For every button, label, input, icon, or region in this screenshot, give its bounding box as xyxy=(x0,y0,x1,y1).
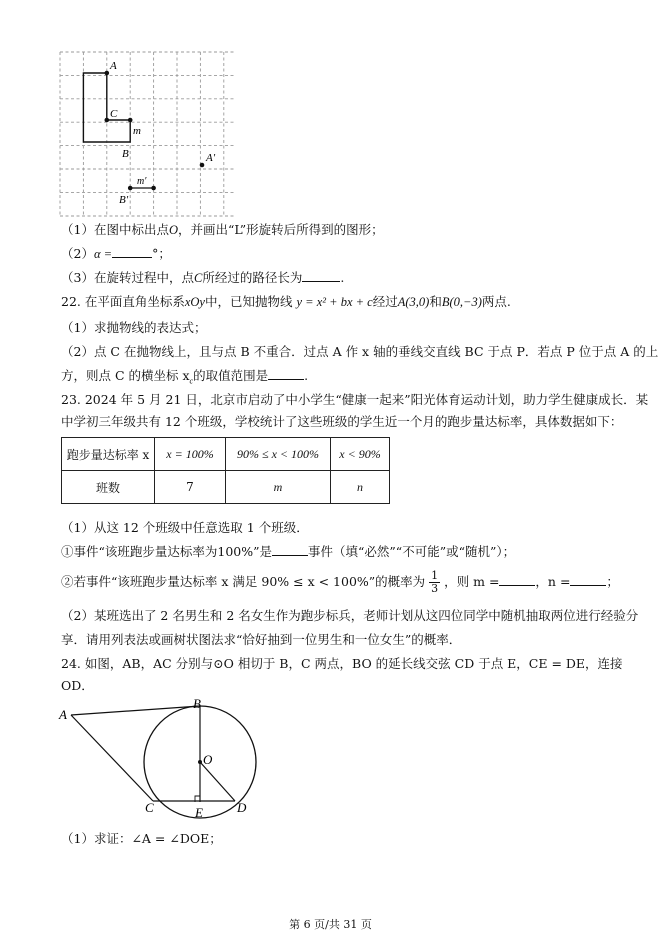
q22-part2-line1: （2）点 C 在抛物线上，且与点 B 不重合．过点 A 作 x 轴的垂线交直线 BC 于点 P．若点 P 位于点 A 的上 xyxy=(61,344,659,359)
svg-text:O: O xyxy=(203,752,213,767)
svg-text:A: A xyxy=(110,60,117,72)
tangent-ab xyxy=(71,706,200,715)
q24-stem-line2: OD． xyxy=(61,678,94,693)
svg-text:B: B xyxy=(193,698,201,711)
answer-blank[interactable] xyxy=(302,270,340,282)
table-row xyxy=(62,471,390,504)
table-header-cell: x = 100% xyxy=(155,438,226,471)
svg-text:B: B xyxy=(122,148,129,160)
answer-blank[interactable] xyxy=(268,368,304,380)
svg-text:C: C xyxy=(110,108,118,120)
point-a xyxy=(105,71,110,76)
svg-text:m′: m′ xyxy=(137,176,147,187)
answer-blank[interactable] xyxy=(499,574,535,586)
grid-figure xyxy=(58,50,236,218)
svg-text:A′: A′ xyxy=(206,152,216,164)
table-cell: m xyxy=(226,471,331,504)
q23-part2-line2: 享．请用列表法或画树状图法求“恰好抽到一位男生和一位女生”的概率． xyxy=(61,632,462,647)
table-cell: 班数 xyxy=(62,471,155,504)
tangent-ac xyxy=(71,715,153,801)
q21-part1: （1）在图中标出点O，并画出“L”形旋转后所得到的图形； xyxy=(61,222,384,237)
point-m-prime xyxy=(151,186,156,191)
q23-stem-line1: 23. 2024 年 5 月 21 日，北京市启动了中小学生“健康一起来”阳光体育运动计划，助力学生健康成长．某 xyxy=(61,392,649,407)
q22-part1: （1）求抛物线的表达式； xyxy=(61,320,207,335)
running-rate-table xyxy=(61,437,390,504)
fraction-one-third: $\frac{1}{3}$ xyxy=(431,569,439,595)
q24-stem-line1: 24. 如图，AB，AC 分别与⊙O 相切于 B，C 两点，BO 的延长线交弦 CD 于点 E，CE = DE，连接 xyxy=(61,656,623,671)
table-header-cell: 跑步量达标率 x xyxy=(62,438,155,471)
answer-blank[interactable] xyxy=(272,544,308,556)
point-m xyxy=(128,118,133,123)
table-header-row xyxy=(62,438,390,471)
q23-part1: （1）从这 12 个班级中任意选取 1 个班级． xyxy=(61,520,309,535)
svg-text:D: D xyxy=(237,800,247,815)
svg-text:m: m xyxy=(133,125,141,137)
table-header-cell: 90% ≤ x < 100% xyxy=(226,438,331,471)
page-footer: 第 6 页/共 31 页 xyxy=(289,918,372,931)
answer-blank[interactable] xyxy=(570,574,606,586)
svg-text:A: A xyxy=(59,707,67,722)
point-b-prime xyxy=(128,186,133,191)
answer-blank[interactable] xyxy=(112,246,152,258)
q24-part1: （1）求证：∠A = ∠DOE； xyxy=(61,831,222,846)
q22-stem: 22. 在平面直角坐标系xOy中，已知抛物线 y = x² + bx + c经过A(3,0)和B(0,−3)两点. xyxy=(61,294,511,309)
q21-part2: （2）α = °； xyxy=(61,246,171,261)
q23-choice2: ②若事件“该班跑步量达标率 x 满足 90% ≤ x < 100%”的概率为 $\frac{1}{3}$ ，则 m = ，n = ； xyxy=(61,569,619,595)
table-cell: n xyxy=(331,471,390,504)
svg-text:E: E xyxy=(195,805,203,820)
svg-text:C: C xyxy=(145,800,154,815)
point-c xyxy=(105,118,110,123)
segment-od xyxy=(200,762,235,801)
svg-text:B′: B′ xyxy=(119,194,129,206)
table-header-cell: x < 90% xyxy=(331,438,390,471)
q23-choice1: ①事件“该班跑步量达标率为100%”是 事件（填“必然”“不可能”或“随机”）； xyxy=(61,544,516,559)
table-cell: 7 xyxy=(155,471,226,504)
circle-tangent-figure xyxy=(55,698,265,826)
q21-part3: （3）在旋转过程中，点C所经过的路径长为 . xyxy=(61,270,345,285)
q23-part2-line1: （2）某班选出了 2 名男生和 2 名女生作为跑步标兵，老师计划从这四位同学中随机抽取两位进行经验分 xyxy=(61,608,639,623)
q23-stem-line2: 中学初三年级共有 12 个班级，学校统计了这些班级的学生近一个月的跑步量达标率，具体数据如下： xyxy=(61,414,623,429)
q22-part2-line2: 方，则点 C 的横坐标 $x_c$的取值范围是 . xyxy=(61,368,309,386)
point-a-prime xyxy=(200,163,205,168)
